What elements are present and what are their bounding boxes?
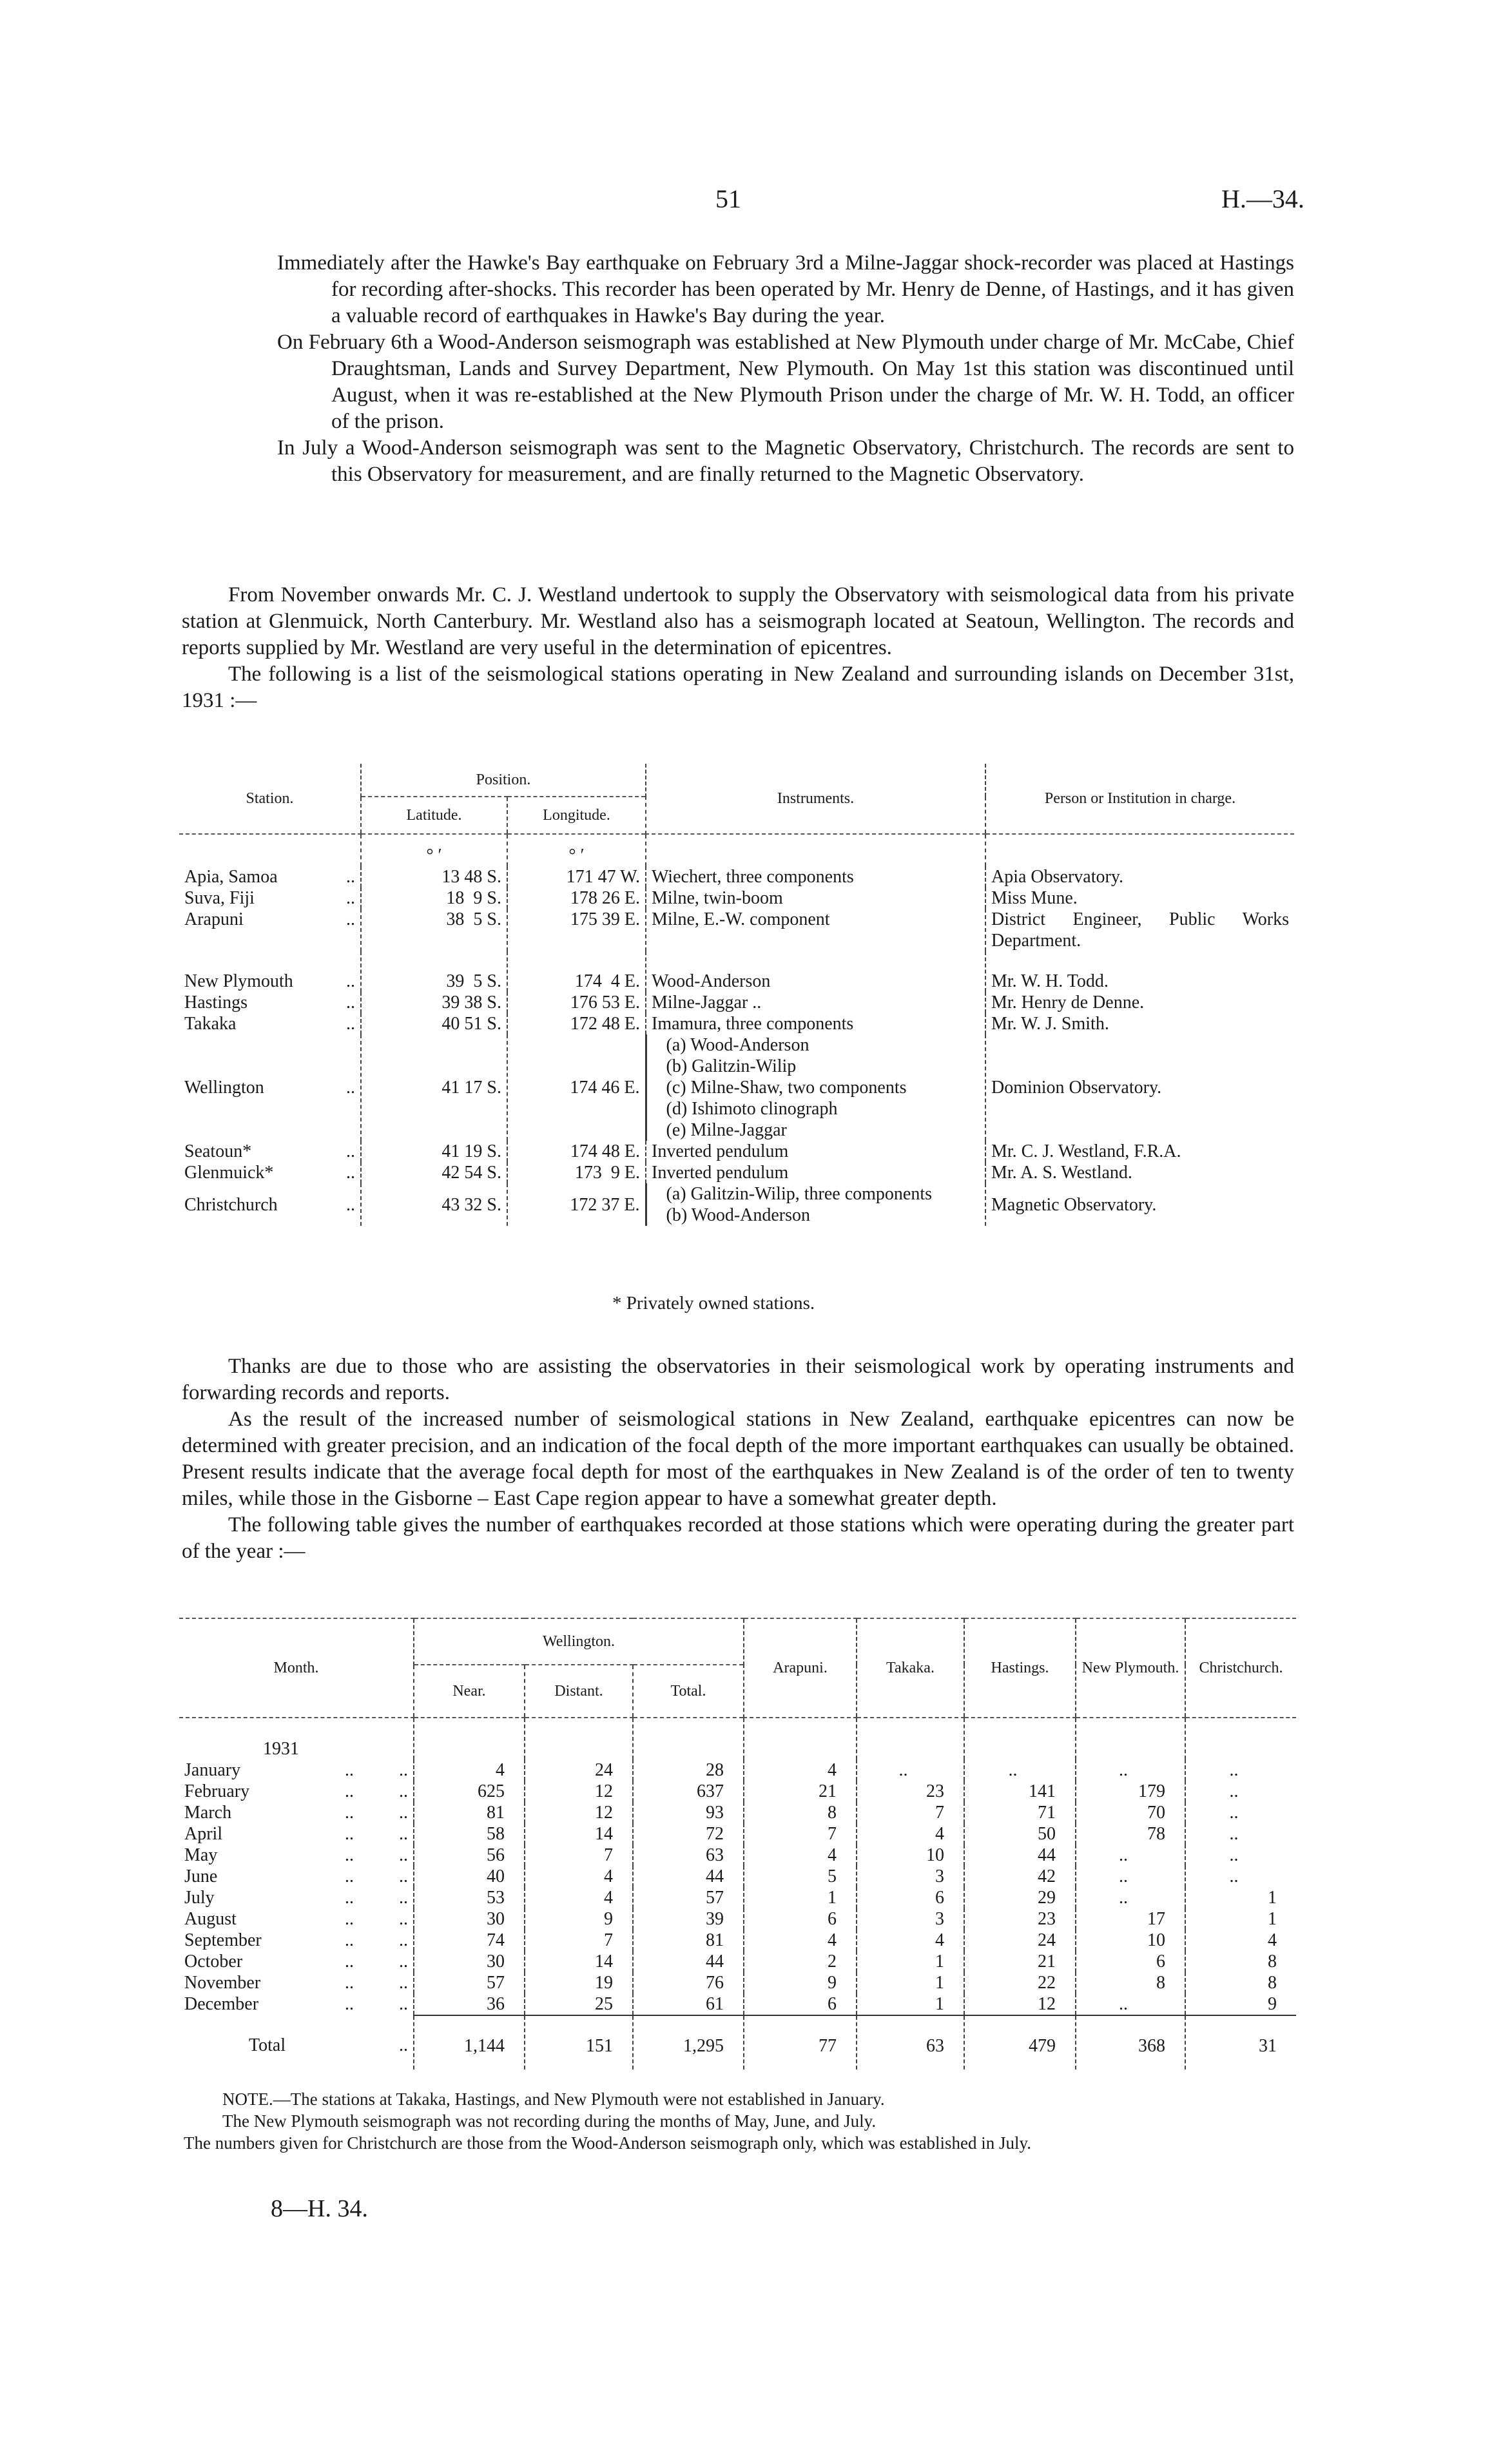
station-name — [179, 1034, 361, 1141]
count-cell: 1 — [1185, 1908, 1296, 1930]
latitude: 18 9 S. — [361, 887, 507, 909]
count-cell: 42 — [964, 1866, 1076, 1887]
count-cell: 6 — [857, 1887, 964, 1908]
station-label: Apia, Samoa — [184, 867, 278, 887]
instruments-cell — [646, 992, 985, 1013]
leader-dots: .. — [346, 909, 355, 929]
instruments-cell — [646, 951, 985, 992]
count-cell: 57 — [633, 1887, 744, 1908]
table-row — [179, 1034, 1294, 1141]
person-in-charge: District Engineer, Public Works Department. — [985, 909, 1294, 951]
total-cell: 1,144 — [414, 2015, 525, 2069]
count-cell: 4 — [744, 1930, 857, 1951]
instruments-cell — [646, 866, 985, 887]
count-cell: 12 — [525, 1781, 633, 1802]
count-cell: 9 — [1185, 1993, 1296, 2015]
longitude: 176 53 E. — [507, 992, 646, 1013]
station-name — [179, 1013, 361, 1034]
count-cell: 19 — [525, 1972, 633, 1993]
count-cell: 12 — [964, 1993, 1076, 2015]
count-cell: .. — [1185, 1802, 1296, 1823]
month-label: March — [184, 1803, 232, 1823]
count-cell: 74 — [414, 1930, 525, 1951]
count-cell: 8 — [1076, 1972, 1185, 1993]
station-label: Christchurch — [184, 1194, 278, 1215]
station-name — [179, 1183, 361, 1226]
count-cell: 44 — [633, 1866, 744, 1887]
station-label: Glenmuick* — [184, 1163, 274, 1183]
footnote: * Privately owned stations. — [612, 1293, 815, 1313]
paragraph: As the result of the increased number of seismological stations in New Zealand, earthquake epicentres can now be determined with greater precision, and an indication of the focal depth of the more important earthquakes can usually be obtained. Present results indicate that the average focal depth for most of the earthquakes in New Zealand is of the order of ten to twenty miles, while those in the Gisborne – East Cape region appear to have a somewhat greater depth. — [182, 1408, 1294, 1510]
count-cell: 23 — [964, 1908, 1076, 1930]
leader-dots: .. .. — [345, 1845, 408, 1865]
instrument: Milne, twin-boom — [652, 888, 783, 908]
leader-dots: .. — [346, 1141, 355, 1161]
count-cell: 81 — [633, 1930, 744, 1951]
lat-unit: ° ′ — [361, 834, 507, 866]
leader-dots: .. — [346, 1014, 355, 1034]
month-cell — [179, 1972, 414, 1993]
table-row — [179, 1866, 1296, 1887]
table-row — [179, 1013, 1294, 1034]
count-cell: 29 — [964, 1887, 1076, 1908]
count-cell: 6 — [1076, 1951, 1185, 1972]
month-cell — [179, 1908, 414, 1930]
table-row — [179, 1823, 1296, 1845]
count-cell: 63 — [633, 1845, 744, 1866]
instrument: Imamura, three components — [652, 1014, 854, 1034]
month-label: January — [184, 1760, 241, 1780]
latitude: 38 5 S. — [361, 909, 507, 951]
note: NOTE.—The stations at Takaka, Hastings, and New Plymouth were not established in January. — [222, 2089, 885, 2109]
count-cell: 4 — [857, 1823, 964, 1845]
leader-dots: .. .. — [345, 1824, 408, 1844]
count-cell: 10 — [1076, 1930, 1185, 1951]
month-label: August — [184, 1909, 237, 1929]
leader-dots: .. .. — [345, 1952, 408, 1972]
count-cell: 78 — [1076, 1823, 1185, 1845]
table-row — [179, 1845, 1296, 1866]
lower-paragraphs — [182, 1353, 1294, 1565]
count-cell: 8 — [1185, 1951, 1296, 1972]
leader-dots: .. .. — [345, 1994, 408, 2014]
count-cell: 72 — [633, 1823, 744, 1845]
col-header-total: Total. — [633, 1665, 744, 1718]
count-cell: 4 — [744, 1845, 857, 1866]
count-cell: 10 — [857, 1845, 964, 1866]
table-row — [179, 1162, 1294, 1183]
instruments-cell — [646, 1034, 985, 1141]
count-cell: 4 — [414, 1759, 525, 1781]
count-cell: 7 — [525, 1930, 633, 1951]
leader-dots: .. — [399, 2035, 408, 2055]
table-row — [179, 1930, 1296, 1951]
count-cell: 4 — [744, 1759, 857, 1781]
station-label: Wellington — [184, 1078, 264, 1098]
table-row — [179, 951, 1294, 992]
total-cell: 77 — [744, 2015, 857, 2069]
count-cell: 8 — [744, 1802, 857, 1823]
latitude: 13 48 S. — [361, 866, 507, 887]
note: The numbers given for Christchurch are those from the Wood-Anderson seismograph only, which was established in July. — [184, 2133, 1032, 2153]
latitude: 39 38 S. — [361, 992, 507, 1013]
count-cell: 25 — [525, 1993, 633, 2015]
col-header-person: Person or Institution in charge. — [985, 764, 1294, 834]
paragraph: On February 6th a Wood-Anderson seismograph was established at New Plymouth under charge of Mr. McCabe, Chief Draughtsman, Lands and Survey Department, New Plymouth. On May 1st this station was discontinued until August, when it was re-established at the New Plymouth Prison under the charge of Mr. W. H. Todd, an officer of the prison. — [277, 331, 1294, 433]
count-cell: .. — [1076, 1845, 1185, 1866]
instrument: Inverted pendulum — [652, 1163, 789, 1183]
count-cell: 30 — [414, 1951, 525, 1972]
count-cell: 4 — [525, 1887, 633, 1908]
total-row — [179, 2015, 1296, 2069]
count-cell: 53 — [414, 1887, 525, 1908]
count-cell: .. — [1185, 1866, 1296, 1887]
count-cell: 21 — [744, 1781, 857, 1802]
count-cell: 3 — [857, 1908, 964, 1930]
month-cell — [179, 1781, 414, 1802]
table-row — [179, 1759, 1296, 1781]
latitude: 41 17 S. — [361, 1034, 507, 1141]
station-name — [179, 951, 361, 992]
person-in-charge: Mr. W. J. Smith. — [985, 1013, 1294, 1034]
longitude: 172 37 E. — [507, 1183, 646, 1226]
longitude: 174 46 E. — [507, 1034, 646, 1141]
count-cell: .. — [1076, 1993, 1185, 2015]
station-name — [179, 992, 361, 1013]
count-cell: 24 — [525, 1759, 633, 1781]
month-label: July — [184, 1888, 215, 1908]
count-cell: 3 — [857, 1866, 964, 1887]
month-label: October — [184, 1952, 243, 1972]
instrument: Wood-Anderson — [652, 971, 771, 991]
count-cell: 1 — [857, 1993, 964, 2015]
person-in-charge: Mr. W. H. Todd. — [985, 951, 1294, 992]
count-cell: 50 — [964, 1823, 1076, 1845]
page-footer: 8—H. 34. — [271, 2195, 368, 2222]
count-cell: 23 — [857, 1781, 964, 1802]
count-cell: 21 — [964, 1951, 1076, 1972]
col-header-christchurch: Christchurch. — [1185, 1618, 1296, 1718]
month-label: November — [184, 1973, 261, 1993]
station-name — [179, 887, 361, 909]
paragraph: From November onwards Mr. C. J. Westland undertook to supply the Observatory with seismological data from his private station at Glenmuick, North Canterbury. Mr. Westland also has a seismograph located at Seatoun, Wellington. The records and reports supplied by Mr. Westland are very useful in the determination of epicentres. — [182, 583, 1294, 659]
count-cell: .. — [1185, 1759, 1296, 1781]
month-cell — [179, 1951, 414, 1972]
count-cell: 58 — [414, 1823, 525, 1845]
top-paragraphs — [277, 250, 1294, 488]
person-in-charge: Apia Observatory. — [985, 866, 1294, 887]
instruments-cell — [646, 887, 985, 909]
count-cell: 28 — [633, 1759, 744, 1781]
total-cell: 1,295 — [633, 2015, 744, 2069]
count-cell: 4 — [857, 1930, 964, 1951]
count-cell: 6 — [744, 1908, 857, 1930]
instrument: Milne-Jaggar .. — [652, 993, 762, 1013]
latitude: 40 51 S. — [361, 1013, 507, 1034]
count-cell: 4 — [525, 1866, 633, 1887]
table-row — [179, 1781, 1296, 1802]
table-row — [179, 1972, 1296, 1993]
station-label: Seatoun* — [184, 1141, 252, 1161]
count-cell: 40 — [414, 1866, 525, 1887]
count-cell: .. — [1185, 1781, 1296, 1802]
instrument: (b) Wood-Anderson — [666, 1205, 811, 1225]
table-row — [179, 992, 1294, 1013]
col-header-takaka: Takaka. — [857, 1618, 964, 1718]
total-cell: 151 — [525, 2015, 633, 2069]
col-header-instruments: Instruments. — [646, 764, 985, 834]
count-cell: 61 — [633, 1993, 744, 2015]
month-label: February — [184, 1781, 250, 1801]
instrument: (a) Wood-Anderson — [666, 1035, 809, 1055]
paragraph: Immediately after the Hawke's Bay earthquake on February 3rd a Milne-Jaggar shock-recorder was placed at Hastings for recording after-shocks. This recorder has been operated by Mr. Henry de Denne, of Hastings, and it has given a valuable record of earthquakes in Hawke's Bay during the year. — [277, 251, 1294, 327]
count-cell: 1 — [744, 1887, 857, 1908]
col-header-month: Month. — [179, 1618, 414, 1718]
instruments-cell — [646, 1141, 985, 1162]
count-cell: 9 — [744, 1972, 857, 1993]
month-label: June — [184, 1866, 218, 1886]
long-unit: ° ′ — [507, 834, 646, 866]
col-header-wellington: Wellington. — [414, 1618, 744, 1665]
paragraph: Thanks are due to those who are assisting the observatories in their seismological work by operating instruments and forwarding records and reports. — [182, 1355, 1294, 1404]
month-cell — [179, 1845, 414, 1866]
leader-dots: .. .. — [345, 1973, 408, 1993]
leader-dots: .. — [346, 993, 355, 1013]
leader-dots: .. .. — [345, 1909, 408, 1929]
month-cell — [179, 1866, 414, 1887]
leader-dots: .. .. — [345, 1888, 408, 1908]
col-header-hastings: Hastings. — [964, 1618, 1076, 1718]
leader-dots: .. .. — [345, 1930, 408, 1950]
count-cell: 9 — [525, 1908, 633, 1930]
station-name — [179, 909, 361, 951]
station-name — [179, 866, 361, 887]
longitude: 175 39 E. — [507, 909, 646, 951]
count-cell: 57 — [414, 1972, 525, 1993]
total-cell: 479 — [964, 2015, 1076, 2069]
month-cell — [179, 1993, 414, 2015]
col-header-near: Near. — [414, 1665, 525, 1718]
month-cell — [179, 1802, 414, 1823]
count-cell: 30 — [414, 1908, 525, 1930]
table-row — [179, 1141, 1294, 1162]
count-cell: 6 — [744, 1993, 857, 2015]
latitude: 43 32 S. — [361, 1183, 507, 1226]
month-cell — [179, 1823, 414, 1845]
instruments-cell — [646, 1013, 985, 1034]
total-label — [179, 2015, 414, 2069]
count-cell: 22 — [964, 1972, 1076, 1993]
middle-paragraphs — [182, 582, 1294, 714]
table-row — [179, 866, 1294, 887]
person-in-charge: Magnetic Observatory. — [985, 1183, 1294, 1226]
count-cell: 5 — [744, 1866, 857, 1887]
count-cell: 1 — [857, 1972, 964, 1993]
count-cell: 1 — [1185, 1887, 1296, 1908]
count-cell: 70 — [1076, 1802, 1185, 1823]
person-in-charge: Miss Mune. — [985, 887, 1294, 909]
leader-dots: .. — [346, 971, 355, 991]
col-header-arapuni: Arapuni. — [744, 1618, 857, 1718]
instruments-cell — [646, 1162, 985, 1183]
person-in-charge: Mr. Henry de Denne. — [985, 992, 1294, 1013]
total-cell: 31 — [1185, 2015, 1296, 2069]
col-header-new-plymouth: New Plymouth. — [1076, 1618, 1185, 1718]
table-row — [179, 909, 1294, 951]
instrument: (b) Galitzin-Wilip — [666, 1056, 797, 1076]
paragraph: The following table gives the number of earthquakes recorded at those stations which were operating during the greater part of the year :— — [182, 1513, 1294, 1563]
instrument: (a) Galitzin-Wilip, three components — [666, 1184, 933, 1204]
year-label: 1931 — [263, 1739, 299, 1759]
count-cell: 24 — [964, 1930, 1076, 1951]
count-cell: 1 — [857, 1951, 964, 1972]
month-cell — [179, 1887, 414, 1908]
page-number: 51 — [715, 184, 741, 213]
month-label: April — [184, 1824, 223, 1844]
latitude: 39 5 S. — [361, 951, 507, 992]
document-reference: H.—34. — [1221, 184, 1304, 213]
leader-dots: .. — [346, 888, 355, 908]
col-header-longitude: Longitude. — [507, 797, 646, 834]
stations-table — [179, 764, 1294, 1226]
count-cell: 8 — [1185, 1972, 1296, 1993]
instruments-cell — [646, 1183, 985, 1226]
col-header-distant: Distant. — [525, 1665, 633, 1718]
count-cell: 71 — [964, 1802, 1076, 1823]
note: The New Plymouth seismograph was not recording during the months of May, June, and July. — [222, 2111, 877, 2131]
count-cell: 76 — [633, 1972, 744, 1993]
count-cell: 12 — [525, 1802, 633, 1823]
count-cell: .. — [1185, 1823, 1296, 1845]
count-cell: .. — [857, 1759, 964, 1781]
leader-dots: .. .. — [345, 1760, 408, 1780]
count-cell: 2 — [744, 1951, 857, 1972]
month-label: September — [184, 1930, 262, 1950]
count-cell: .. — [1076, 1866, 1185, 1887]
col-header-position: Position. — [361, 764, 646, 797]
count-cell: 14 — [525, 1823, 633, 1845]
leader-dots: .. — [346, 1078, 355, 1098]
table-row — [179, 1993, 1296, 2015]
longitude: 173 9 E. — [507, 1162, 646, 1183]
count-cell: .. — [1185, 1845, 1296, 1866]
count-cell: .. — [1076, 1887, 1185, 1908]
notes — [184, 2088, 1295, 2154]
count-cell: 17 — [1076, 1908, 1185, 1930]
latitude: 42 54 S. — [361, 1162, 507, 1183]
instrument: (d) Ishimoto clinograph — [666, 1099, 838, 1119]
longitude: 174 48 E. — [507, 1141, 646, 1162]
leader-dots: .. .. — [345, 1781, 408, 1801]
month-cell — [179, 1930, 414, 1951]
station-name — [179, 1162, 361, 1183]
station-label: Suva, Fiji — [184, 888, 255, 908]
table-row — [179, 1183, 1294, 1226]
total-cell: 63 — [857, 2015, 964, 2069]
table-row — [179, 1951, 1296, 1972]
total-text: Total — [249, 2035, 286, 2055]
instrument: (c) Milne-Shaw, two components — [666, 1078, 907, 1098]
station-name — [179, 1141, 361, 1162]
count-cell: .. — [1076, 1759, 1185, 1781]
total-cell: 368 — [1076, 2015, 1185, 2069]
longitude: 178 26 E. — [507, 887, 646, 909]
leader-dots: .. .. — [345, 1803, 408, 1823]
person-in-charge: Mr. C. J. Westland, F.R.A. — [985, 1141, 1294, 1162]
table-row — [179, 1908, 1296, 1930]
count-cell: .. — [964, 1759, 1076, 1781]
table-row — [179, 1802, 1296, 1823]
count-cell: 637 — [633, 1781, 744, 1802]
leader-dots: .. — [346, 1163, 355, 1183]
col-header-latitude: Latitude. — [361, 797, 507, 834]
month-label: May — [184, 1845, 218, 1865]
count-cell: 7 — [857, 1802, 964, 1823]
count-cell: 179 — [1076, 1781, 1185, 1802]
count-cell: 7 — [525, 1845, 633, 1866]
count-cell: 39 — [633, 1908, 744, 1930]
month-cell — [179, 1759, 414, 1781]
paragraph: In July a Wood-Anderson seismograph was sent to the Magnetic Observatory, Christchurch. The records are sent to this Observatory for measurement, and are finally returned to the Magnetic Observatory. — [277, 436, 1294, 486]
count-cell: 44 — [964, 1845, 1076, 1866]
count-cell: 36 — [414, 1993, 525, 2015]
col-header-station: Station. — [179, 764, 361, 834]
count-cell: 93 — [633, 1802, 744, 1823]
latitude: 41 19 S. — [361, 1141, 507, 1162]
longitude: 174 4 E. — [507, 951, 646, 992]
earthquake-counts-table — [179, 1618, 1296, 2069]
count-cell: 625 — [414, 1781, 525, 1802]
instruments-cell — [646, 909, 985, 951]
station-label: Hastings — [184, 993, 247, 1013]
count-cell: 81 — [414, 1802, 525, 1823]
instrument: Milne, E.-W. component — [652, 909, 830, 929]
table-row — [179, 887, 1294, 909]
longitude: 171 47 W. — [507, 866, 646, 887]
station-label: Takaka — [184, 1014, 237, 1034]
person-in-charge: Mr. A. S. Westland. — [985, 1162, 1294, 1183]
longitude: 172 48 E. — [507, 1013, 646, 1034]
person-in-charge: Dominion Observatory. — [985, 1034, 1294, 1141]
table-row — [179, 1887, 1296, 1908]
instrument: Wiechert, three components — [652, 867, 854, 887]
leader-dots: .. — [346, 867, 355, 887]
leader-dots: .. .. — [345, 1866, 408, 1886]
station-label: New Plymouth — [184, 971, 293, 991]
month-label: December — [184, 1994, 259, 2014]
count-cell: 4 — [1185, 1930, 1296, 1951]
station-label: Arapuni — [184, 909, 244, 929]
count-cell: 14 — [525, 1951, 633, 1972]
count-cell: 56 — [414, 1845, 525, 1866]
count-cell: 44 — [633, 1951, 744, 1972]
instrument: (e) Milne-Jaggar — [666, 1120, 787, 1140]
instrument: Inverted pendulum — [652, 1141, 789, 1161]
paragraph: The following is a list of the seismological stations operating in New Zealand and surrounding islands on December 31st, 1931 :— — [182, 663, 1294, 712]
count-cell: 7 — [744, 1823, 857, 1845]
count-cell: 141 — [964, 1781, 1076, 1802]
leader-dots: .. — [346, 1194, 355, 1215]
